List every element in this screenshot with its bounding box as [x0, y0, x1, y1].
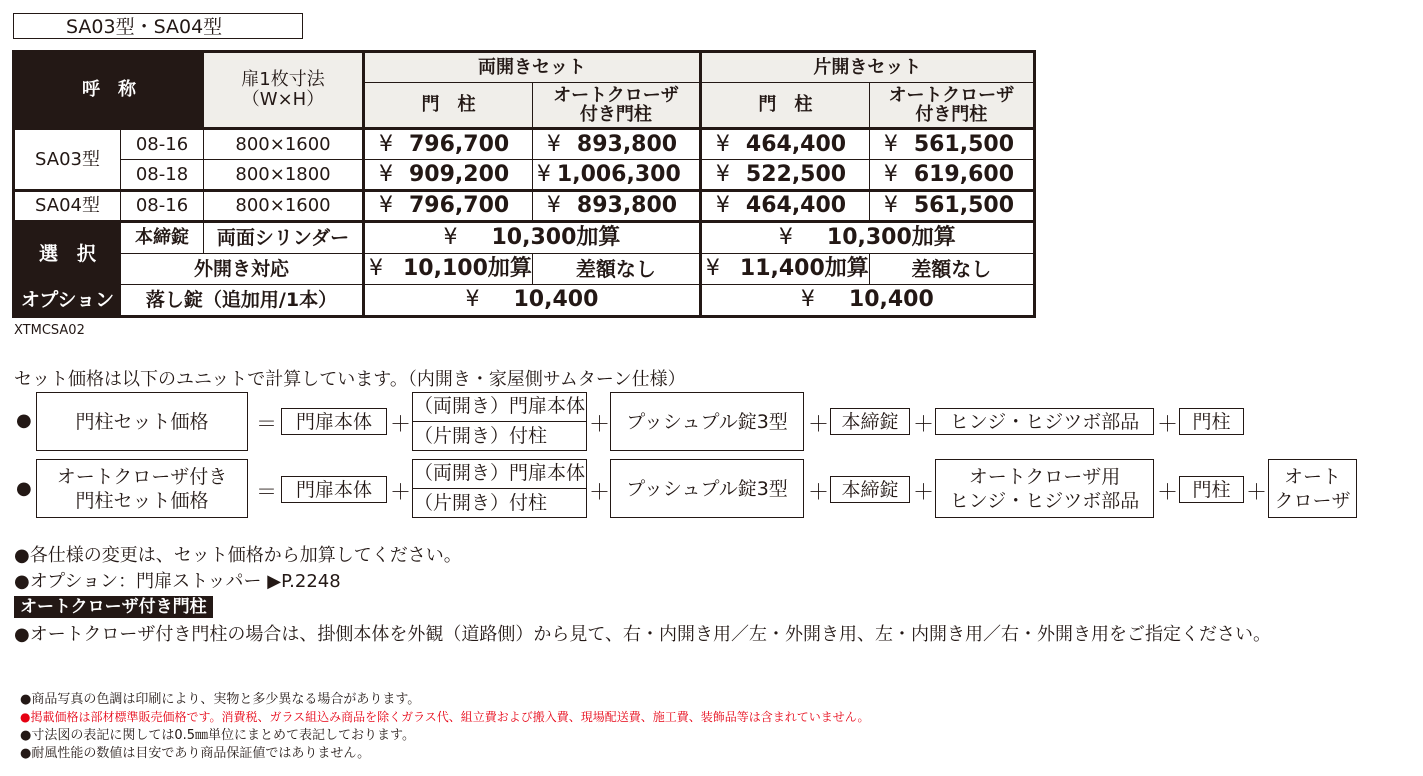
plus-sign: ＋ [913, 412, 934, 436]
plus-sign: ＋ [1157, 412, 1178, 436]
post-box: 門柱 [1179, 408, 1244, 435]
plus-sign: ＋ [808, 412, 829, 436]
table-row [14, 160, 1035, 191]
price-cell: ¥ 893,800 [532, 129, 700, 160]
header-ac-post: オートクローザ 付き門柱 [869, 83, 1034, 129]
model-cell: SA03型 [14, 129, 121, 191]
ac-hinge-parts-box: オートクローザ用 ヒンジ・ヒジツボ部品 [935, 459, 1154, 518]
drop-bolt-double-price: ¥ 10,400 [364, 285, 701, 317]
bullet: ● [16, 478, 32, 499]
gate-or-post-box [412, 459, 587, 518]
gate-body-box: 門扉本体 [281, 476, 387, 503]
outward-label: 外開き対応 [121, 254, 364, 285]
note-ac-post: ●オートクローザ付き門柱の場合は、掛側本体を外観（道路側）から見て、右・内開き用／左・外開き用、左・内開き用／右・外開き用をご指定ください。 [14, 624, 1271, 645]
deadbolt-double-price: ¥ 10,300加算 [364, 222, 701, 254]
deadbolt-single-price: ¥ 10,300加算 [700, 222, 1034, 254]
post-set-price-box: 門柱セット価格 [36, 392, 248, 451]
table-row [14, 129, 1035, 160]
price-cell: ¥ 796,700 [364, 191, 533, 222]
footnote-wind: ●耐風性能の数値は目安であり商品保証値ではありません。 [20, 746, 371, 761]
gate-body-box: 門扉本体 [281, 408, 387, 435]
price-cell: ¥ 1,006,300 [532, 160, 700, 191]
plus-sign: ＋ [1157, 480, 1178, 504]
price-cell: ¥ 909,200 [364, 160, 533, 191]
header-name: 呼 称 [14, 52, 204, 129]
deadbolt-box: 本締錠 [830, 476, 910, 503]
single-post: （片開き）付柱 [414, 425, 548, 447]
double-gate-body: （両開き）門扉本体 [413, 459, 586, 489]
price-cell: ¥ 561,500 [869, 129, 1034, 160]
footnote-price: ●掲載価格は部材標準販売価格です。消費税、ガラス組込み商品を除くガラス代、組立費および搬入費、現場配送費、施工費、装飾品等は含まれていません。 [20, 710, 870, 724]
header-double-set: 両開きセット [364, 52, 701, 83]
outward-single-price: ¥ 11,400加算 [700, 254, 869, 285]
push-pull-lock-box: プッシュプル錠3型 [610, 459, 804, 518]
outward-double-price: ¥ 10,100加算 [364, 254, 533, 285]
size-cell: 800×1600 [204, 191, 364, 222]
header-single-set: 片開きセット [700, 52, 1034, 83]
size-cell: 800×1600 [204, 129, 364, 160]
plus-sign: ＋ [390, 480, 411, 504]
code-cell: 08-16 [121, 129, 204, 160]
price-cell: ¥ 561,500 [869, 191, 1034, 222]
hinge-parts-box: ヒンジ・ヒジツボ部品 [935, 408, 1154, 435]
plus-sign: ＋ [1246, 480, 1267, 504]
plus-sign: ＋ [589, 412, 610, 436]
note-option-stopper: ●オプション：門扉ストッパー ▶P.2248 [14, 571, 341, 592]
deadbolt-box: 本締錠 [830, 408, 910, 435]
header-ac-post: オートクローザ 付き門柱 [532, 83, 700, 129]
option-label: オプション [14, 285, 121, 317]
drop-bolt-single-price: ¥ 10,400 [700, 285, 1034, 317]
footnote-color: ●商品写真の色調は印刷により、実物と多少異なる場合があります。 [20, 692, 421, 707]
drop-bolt-label: 落し錠（追加用/1本） [121, 285, 364, 317]
size-cell: 800×1800 [204, 160, 364, 191]
outward-double-ac: 差額なし [532, 254, 700, 285]
post-box: 門柱 [1179, 476, 1244, 503]
double-gate-body: （両開き）門扉本体 [413, 392, 586, 422]
ac-post-set-price-box: オートクローザ付き 門柱セット価格 [36, 459, 248, 518]
note-spec-change: ●各仕様の変更は、セット価格から加算してください。 [14, 545, 462, 566]
footnote-dimension: ●寸法図の表記に関しては0.5㎜単位にまとめて表記しております。 [20, 728, 415, 743]
equals-sign: ＝ [256, 412, 277, 436]
price-table [12, 50, 1036, 318]
equals-sign: ＝ [256, 480, 277, 504]
price-cell: ¥ 893,800 [532, 191, 700, 222]
deadbolt-type: 両面シリンダー [204, 222, 364, 254]
selection-label: 選 択 [14, 222, 121, 285]
outward-single-ac: 差額なし [869, 254, 1034, 285]
bullet: ● [16, 410, 32, 431]
table-code: XTMCSA02 [14, 323, 85, 338]
code-cell: 08-18 [121, 160, 204, 191]
auto-closer-box: オート クローザ [1268, 459, 1357, 518]
deadbolt-label: 本締錠 [121, 222, 204, 254]
code-cell: 08-16 [121, 191, 204, 222]
series-title: SA03型・SA04型 [13, 13, 303, 39]
set-price-note: セット価格は以下のユニットで計算しています。（内開き・家屋側サムターン仕様） [14, 369, 686, 390]
price-cell: ¥ 796,700 [364, 129, 533, 160]
model-cell: SA04型 [14, 191, 121, 222]
gate-or-post-box [412, 392, 587, 451]
plus-sign: ＋ [589, 480, 610, 504]
push-pull-lock-box: プッシュプル錠3型 [610, 392, 804, 451]
single-post: （片開き）付柱 [414, 492, 548, 514]
header-post: 門 柱 [700, 83, 869, 129]
plus-sign: ＋ [808, 480, 829, 504]
plus-sign: ＋ [390, 412, 411, 436]
header-post: 門 柱 [364, 83, 533, 129]
price-cell: ¥ 522,500 [700, 160, 869, 191]
price-cell: ¥ 464,400 [700, 191, 869, 222]
header-size: 扉1枚寸法 （W×H） [204, 52, 364, 129]
plus-sign: ＋ [913, 480, 934, 504]
price-cell: ¥ 464,400 [700, 129, 869, 160]
ac-post-heading: オートクローザ付き門柱 [14, 596, 213, 618]
price-cell: ¥ 619,600 [869, 160, 1034, 191]
table-row [14, 191, 1035, 222]
